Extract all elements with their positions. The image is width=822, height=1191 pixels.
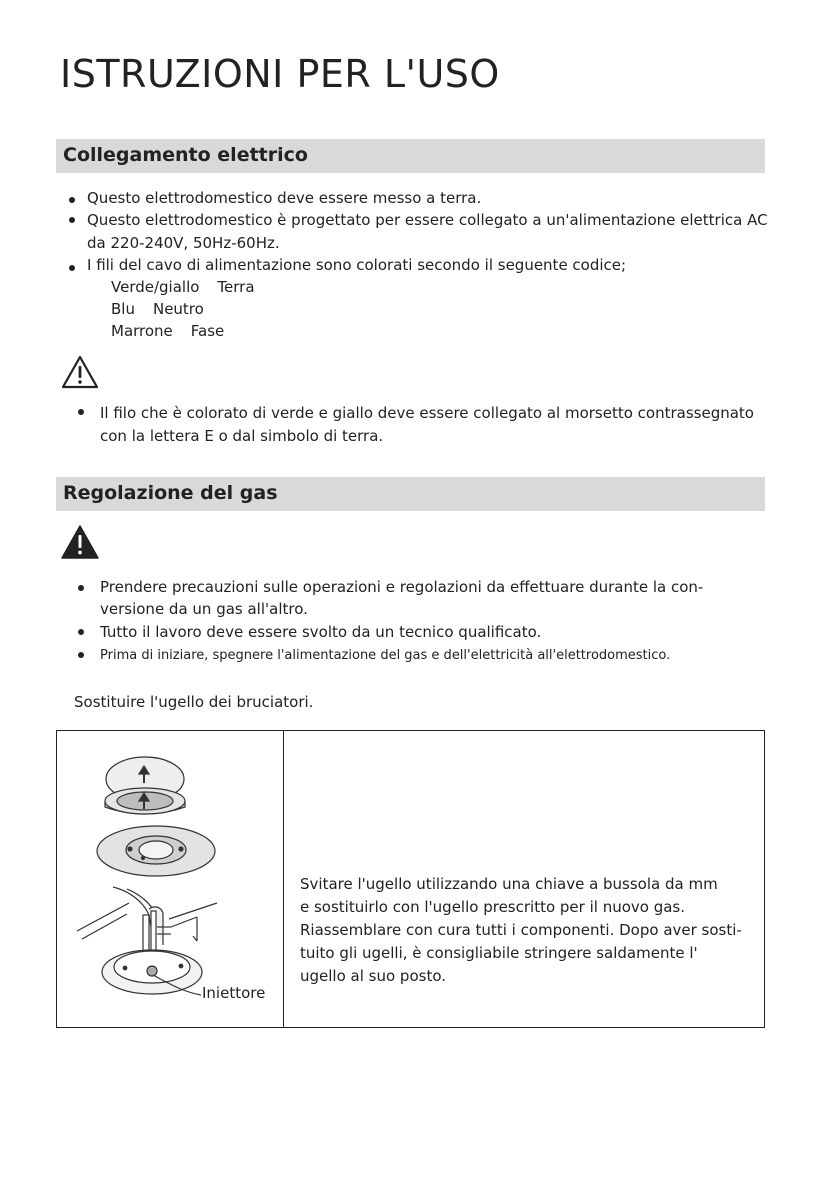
warning-text: Tutto il lavoro deve essere svolto da un tecnico qualificato. <box>100 623 542 641</box>
warning-outline-icon <box>60 354 100 390</box>
burner-assembly-illustration <box>57 731 283 1027</box>
injector-label: Iniettore <box>202 984 266 1002</box>
table-divider <box>283 731 284 1027</box>
list-item-text: Questo elettrodomestico è progettato per essere collegato a un'alimentazione elettrica AC <box>87 211 768 229</box>
warning-item <box>100 621 541 644</box>
warning-item-continuation <box>100 598 308 621</box>
instruction-line: Riassemblare con cura tutti i componenti. Dopo aver sosti- <box>300 921 742 939</box>
figure-table <box>56 730 765 1028</box>
bullet-dot <box>69 197 75 203</box>
wire-role: Fase <box>190 322 225 340</box>
section-header-electrical <box>56 139 765 173</box>
instruction-line: ugello al suo posto. <box>300 967 447 985</box>
instruction-line: tuito gli ugelli, è consigliabile stringere saldamente l' <box>300 944 698 962</box>
bullet-dot <box>78 629 84 635</box>
wire-color: Blu <box>111 300 135 318</box>
page-title: ISTRUZIONI PER L'USO <box>60 52 500 96</box>
list-item-text: da 220-240V, 50Hz-60Hz. <box>87 234 280 252</box>
bullet-dot <box>78 585 84 591</box>
list-item <box>87 209 768 232</box>
section-title: Regolazione del gas <box>63 482 278 504</box>
warning-text: Prendere precauzioni sulle operazioni e regolazioni da effettuare durante la con- <box>100 578 704 596</box>
instructions-text <box>300 873 750 988</box>
wire-code-row <box>111 278 255 296</box>
warning-text: con la lettera E o dal simbolo di terra. <box>100 427 384 445</box>
list-item-text: I fili del cavo di alimentazione sono colorati secondo il seguente codice; <box>87 256 627 274</box>
bullet-dot <box>69 265 75 271</box>
warning-text: Il filo che è colorato di verde e giallo deve essere collegato al morsetto contrassegnato <box>100 404 754 422</box>
warning-filled-icon <box>60 524 100 560</box>
list-item <box>87 254 626 277</box>
list-item-continuation <box>87 232 280 255</box>
replace-note: Sostituire l'ugello dei bruciatori. <box>74 693 314 711</box>
wire-role: Terra <box>217 278 255 296</box>
bullet-dot <box>78 409 84 415</box>
section-header-gas <box>56 477 765 511</box>
warning-item <box>100 644 670 667</box>
warning-item <box>100 576 703 599</box>
list-item <box>87 187 481 210</box>
warning-text: versione da un gas all'altro. <box>100 600 308 618</box>
section-title: Collegamento elettrico <box>63 144 308 166</box>
wire-code-row <box>111 300 204 318</box>
warning-text: Prima di iniziare, spegnere l'alimentazione del gas e dell'elettricità all'elettrodomestico. <box>100 648 671 663</box>
instruction-line: Svitare l'ugello utilizzando una chiave a bussola da mm <box>300 875 718 893</box>
list-item-text: Questo elettrodomestico deve essere messo a terra. <box>87 189 482 207</box>
bullet-dot <box>78 652 84 658</box>
wire-color: Marrone <box>111 322 173 340</box>
instruction-line: e sostituirlo con l'ugello prescritto per il nuovo gas. <box>300 898 686 916</box>
wire-color: Verde/giallo <box>111 278 200 296</box>
wire-code-row <box>111 322 224 340</box>
bullet-dot <box>69 217 75 223</box>
wire-role: Neutro <box>152 300 204 318</box>
warning-item <box>100 402 754 425</box>
warning-item-continuation <box>100 425 383 448</box>
